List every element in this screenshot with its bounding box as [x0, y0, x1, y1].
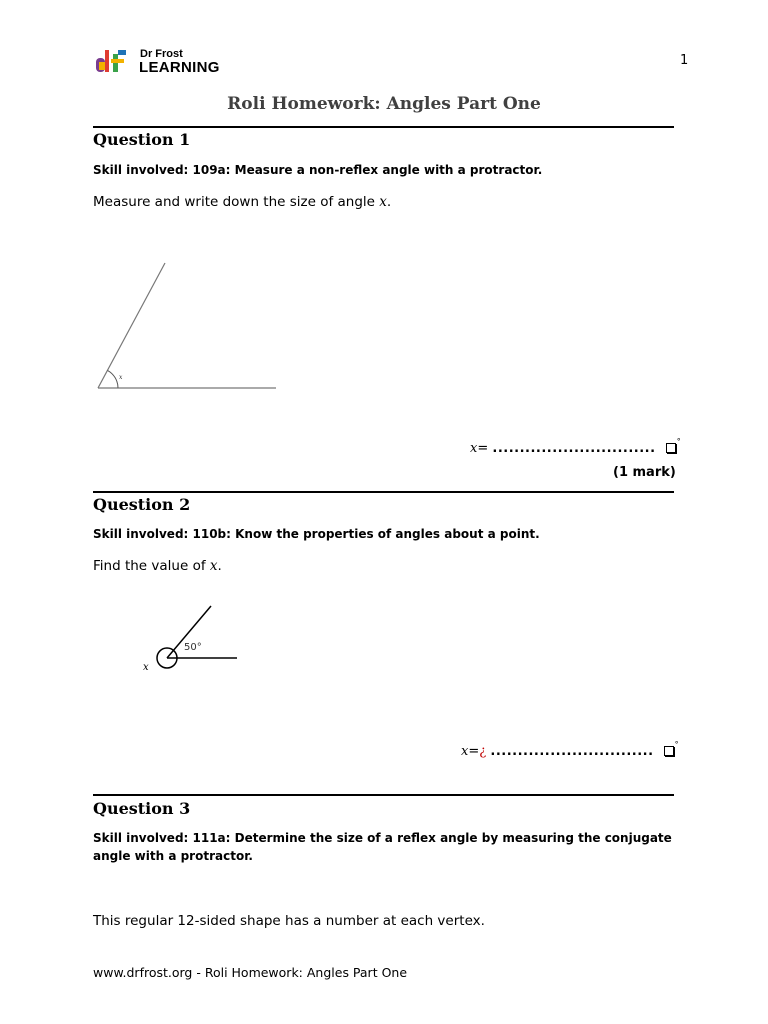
document-title: Roli Homework: Angles Part One: [227, 94, 541, 114]
diagram-label-x: x: [143, 662, 149, 673]
page-number: 1: [680, 53, 689, 68]
prompt-text: Measure and write down the size of angle: [93, 194, 375, 210]
section-rule: [93, 126, 674, 128]
question-2-angle-diagram: [135, 600, 245, 680]
question-1-answer-line: [470, 437, 681, 456]
prompt-variable: x: [209, 558, 218, 574]
section-rule: [93, 491, 674, 493]
question-1-marks: (1 mark): [613, 465, 676, 480]
answer-field[interactable]: ..............................: [492, 441, 656, 456]
question-1-skill: Skill involved: 109a: Measure a non-reflex angle with a protractor.: [93, 163, 543, 177]
question-1-angle-diagram: [90, 255, 290, 395]
question-2-prompt: [93, 558, 222, 574]
answer-equals: =: [468, 744, 480, 759]
prompt-variable: x: [379, 194, 387, 210]
question-2-heading: Question 2: [93, 495, 191, 514]
answer-variable: x: [470, 441, 478, 456]
checkbox-icon: [666, 443, 676, 453]
page-footer: www.drfrost.org - Roli Homework: Angles Part One: [93, 965, 408, 980]
degree-symbol: °: [674, 740, 679, 749]
question-3-prompt: This regular 12-sided shape has a number at each vertex.: [93, 913, 485, 929]
question-3-heading: Question 3: [93, 799, 191, 818]
logo-text-bottom: LEARNING: [139, 59, 220, 76]
answer-glyph: ¿: [479, 744, 487, 759]
question-3-skill: Skill involved: 111a: Determine the size of a reflex angle by measuring the conjugate angle with a protractor.: [93, 831, 672, 863]
question-2-skill: Skill involved: 110b: Know the properties of angles about a point.: [93, 527, 540, 541]
section-rule: [93, 794, 674, 796]
prompt-text: Find the value of: [93, 558, 206, 574]
question-1-heading: Question 1: [93, 130, 191, 149]
answer-variable: x: [461, 744, 469, 759]
answer-equals: =: [477, 441, 489, 456]
logo-text-top: Dr Frost: [140, 48, 183, 60]
prompt-end: .: [386, 194, 392, 210]
diagram-angle-label: 50°: [184, 642, 202, 653]
checkbox-icon: [664, 746, 674, 756]
answer-field[interactable]: ..............................: [490, 744, 654, 759]
question-2-answer-line: [461, 740, 679, 759]
drfrost-logo-icon: [96, 48, 132, 76]
degree-symbol: °: [676, 437, 681, 446]
prompt-end: .: [217, 558, 222, 574]
diagram-label-x: x: [119, 374, 123, 381]
question-1-prompt: [93, 194, 391, 210]
